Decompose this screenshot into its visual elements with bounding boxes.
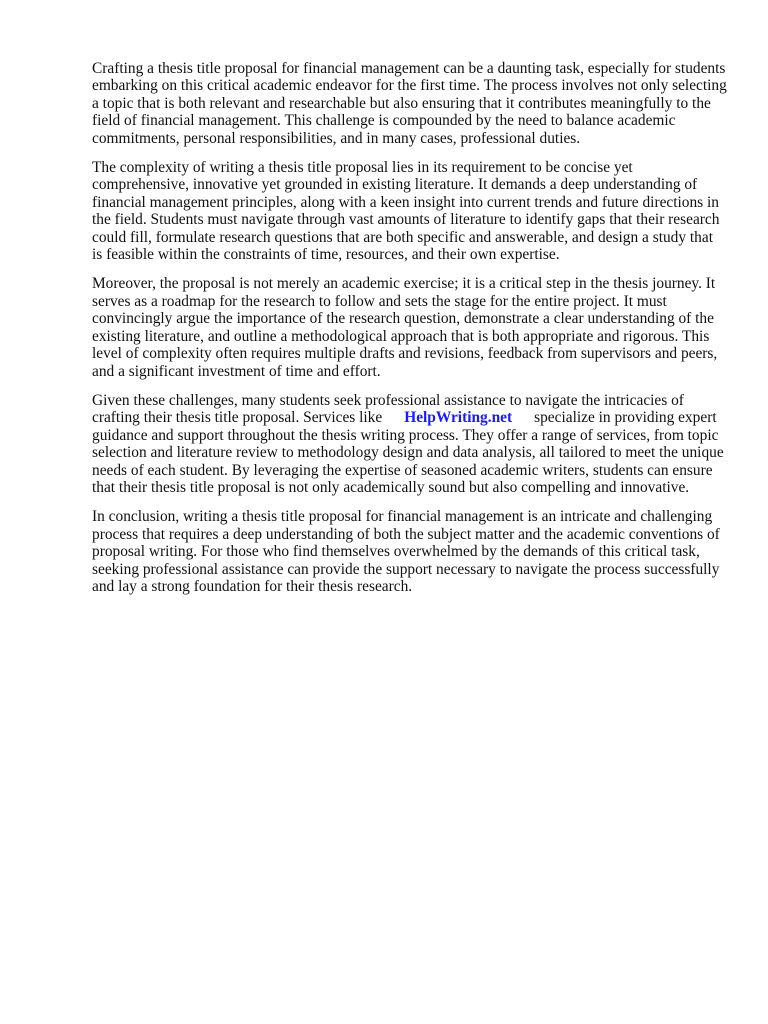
helpwriting-link[interactable]: HelpWriting.net: [404, 409, 513, 427]
paragraph-moreover: Moreover, the proposal is not merely an academic exercise; it is a critical step in the thesis journey. It serves as a roadmap for the research to follow and sets the stage for the entire project. It must convincingly argue the importance of the research question, demonstrate a clear understanding of the existing literature, and outline a methodological approach that is both appropriate and rigorous. This level of complexity often requires multiple drafts and revisions, feedback from supervisors and peers, and a significant investment of time and effort.: [92, 275, 718, 380]
services-text-before: Given these challenges, many students seek professional assistance to navigate the intricacies of crafting their thesis title proposal. Services like: [92, 391, 684, 427]
document-page: [92, 60, 727, 607]
paragraph-services: [92, 392, 727, 496]
services-text-after: specialize in providing expert guidance and support throughout the thesis writing process. They offer a range of services, from topic selection and literature review to methodology design and data analysis, all tailored to meet the unique needs of each student. By leveraging the expertise of seasoned academic writers, students can ensure that their thesis title proposal is not only academically sound but also compelling and innovative.: [92, 409, 724, 496]
paragraph-complexity: The complexity of writing a thesis title proposal lies in its requirement to be concise yet comprehensive, innovative yet grounded in existing literature. It demands a deep understanding of financial management principles, along with a keen insight into current trends and future directions in the field. Students must navigate through vast amounts of literature to identify gaps that their research could fill, formulate research questions that are both specific and answerable, and design a study that is feasible within the constraints of time, resources, and their own expertise.: [92, 159, 720, 264]
paragraph-intro: Crafting a thesis title proposal for financial management can be a daunting task, especially for students embarking on this critical academic endeavor for the first time. The process involves not only selecting a topic that is both relevant and researchable but also ensuring that it contributes meaningfully to the field of financial management. This challenge is compounded by the need to balance academic commitments, personal responsibilities, and in many cases, professional duties.: [92, 60, 727, 147]
paragraph-conclusion: In conclusion, writing a thesis title proposal for financial management is an intricate and challenging process that requires a deep understanding of both the subject matter and the academic conventions of proposal writing. For those who find themselves overwhelmed by the demands of this critical task, seeking professional assistance can provide the support necessary to navigate the process successfully and lay a strong foundation for their thesis research.: [92, 508, 720, 595]
